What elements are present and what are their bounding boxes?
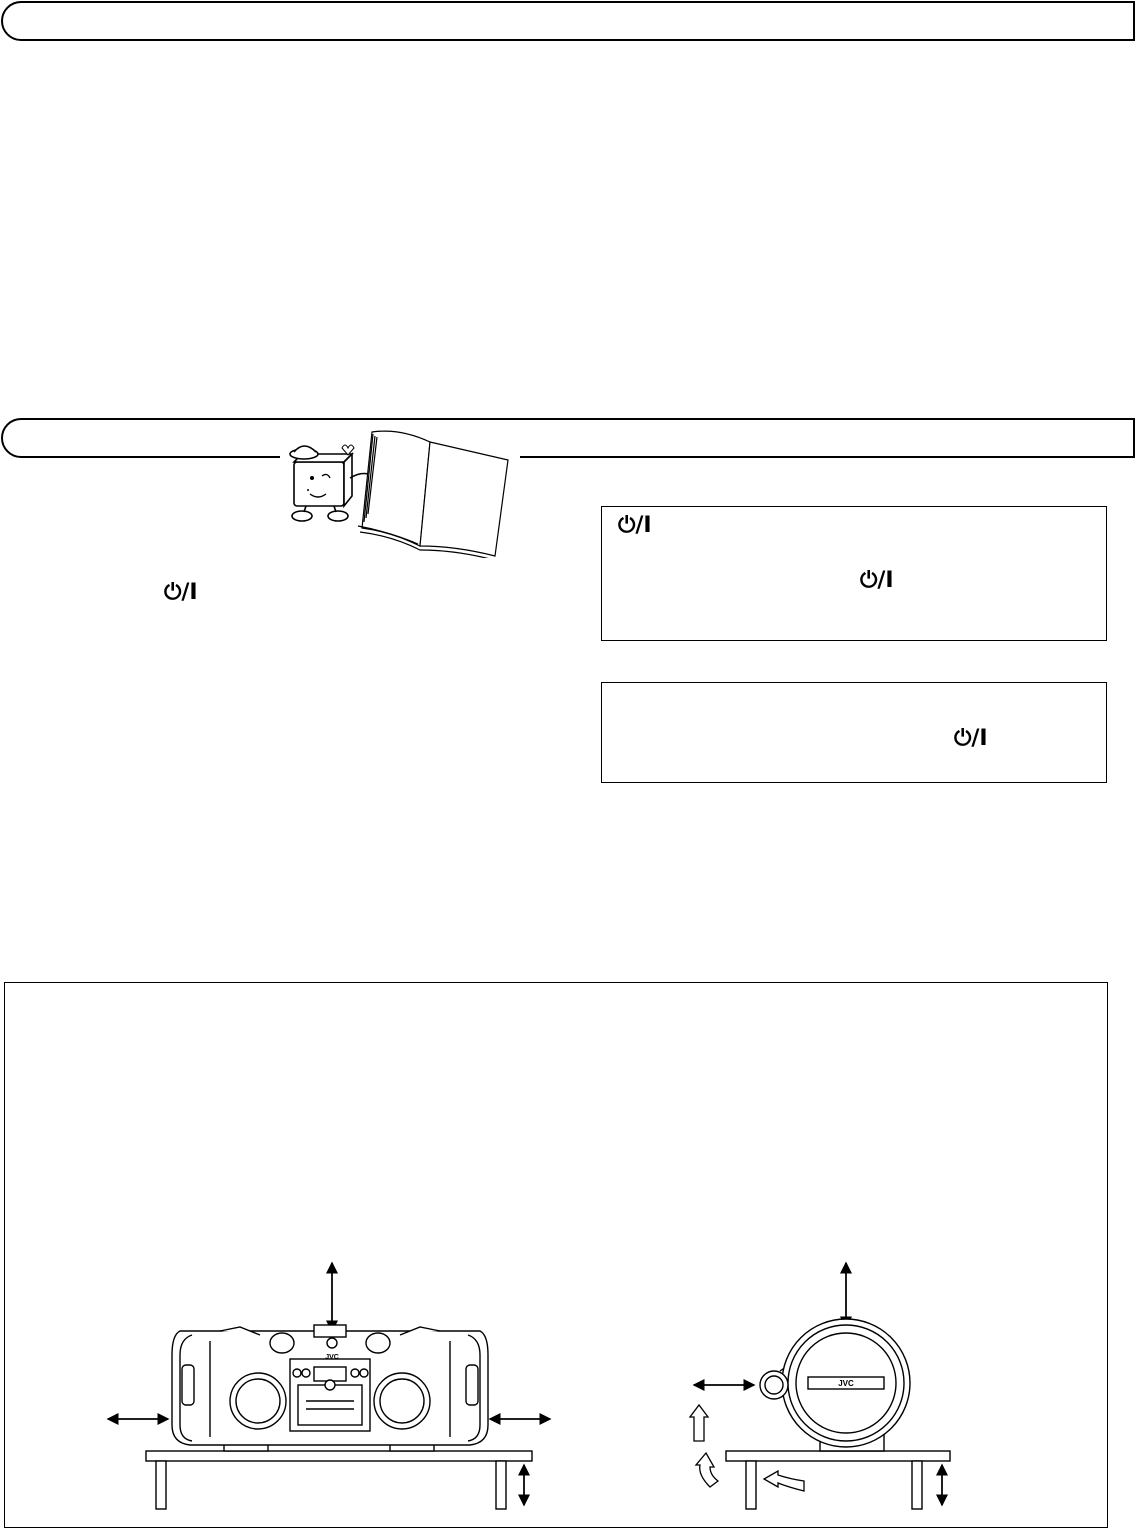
mascot-manual-illustration xyxy=(280,428,520,558)
section-header-bar-1 xyxy=(1,1,1135,41)
boombox-front-illustration xyxy=(100,1255,560,1515)
power-standby-symbol: ⏻/I xyxy=(164,580,198,605)
power-standby-symbol: ⏻/I xyxy=(860,568,894,593)
jvc-logo: JVC xyxy=(325,1354,339,1361)
jvc-logo: JVC xyxy=(838,1379,854,1388)
section-header-bar-2 xyxy=(1,418,1135,458)
power-standby-symbol: ⏻/I xyxy=(954,726,988,751)
power-standby-symbol: ⏻/I xyxy=(618,513,652,538)
boombox-side-illustration xyxy=(680,1255,970,1515)
info-box-1 xyxy=(601,506,1107,641)
info-box-2 xyxy=(601,682,1107,783)
